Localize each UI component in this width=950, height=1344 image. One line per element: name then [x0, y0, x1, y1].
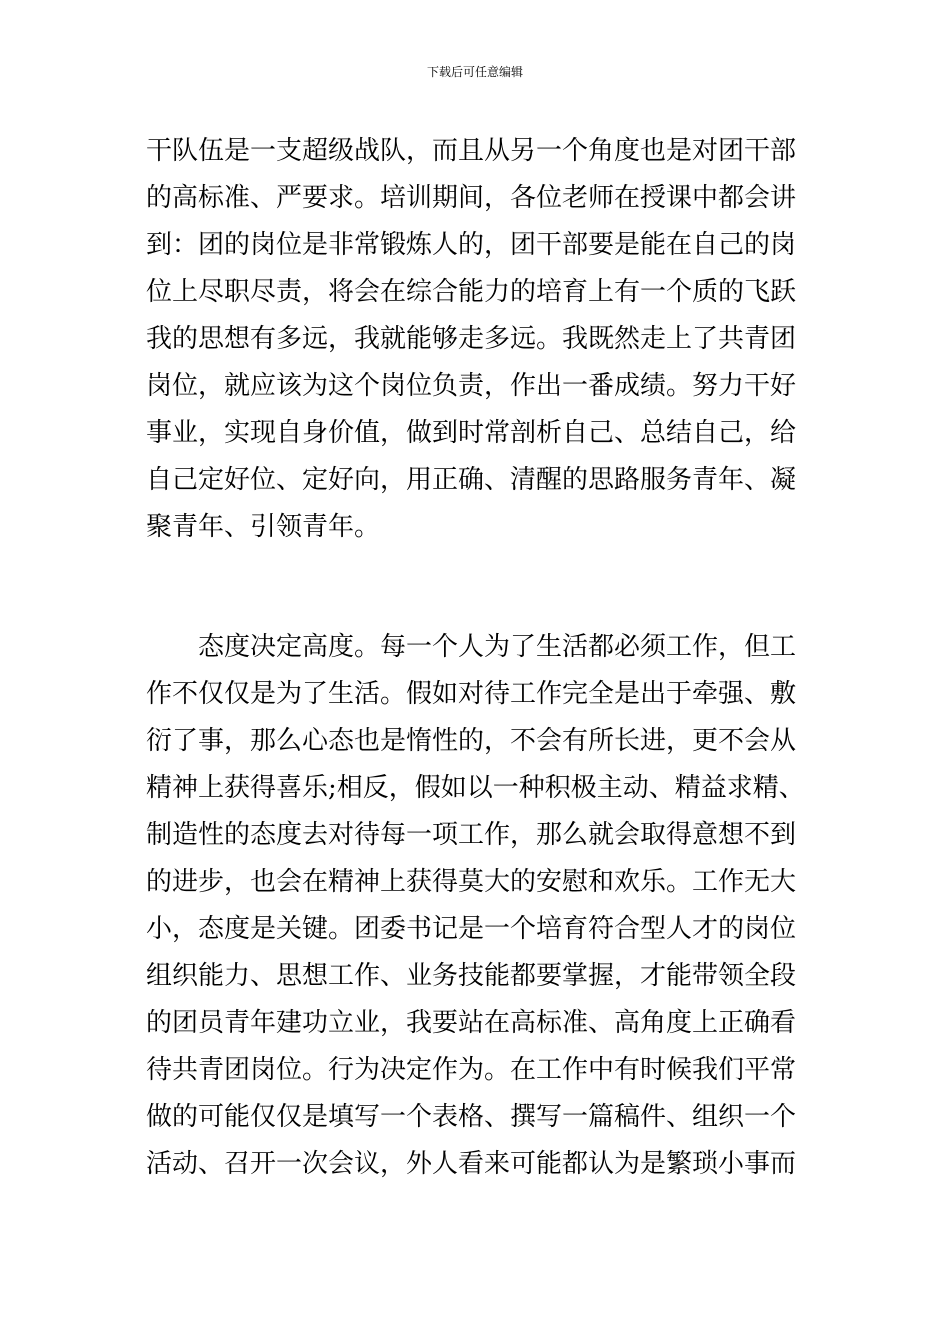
paragraph-1 — [146, 128, 806, 551]
text-line: 岗位，就应该为这个岗位负责，作出一番成绩。努力干好 — [146, 371, 797, 401]
text-line: 活动、召开一次会议，外人看来可能都认为是繁琐小事而 — [146, 1149, 797, 1179]
text-line: 干队伍是一支超级战队，而且从另一个角度也是对团干部 — [146, 136, 797, 166]
text-line: 聚青年、引领青年。 — [146, 512, 381, 542]
text-line: 事业，实现自身价值，做到时常剖析自己、总结自己，给 — [146, 418, 797, 448]
text-line: 做的可能仅仅是填写一个表格、撰写一篇稿件、组织一个 — [146, 1102, 797, 1132]
paragraph-2 — [146, 624, 806, 1188]
text-line: 的进步，也会在精神上获得莫大的安慰和欢乐。工作无大 — [146, 867, 797, 897]
text-line: 制造性的态度去对待每一项工作，那么就会取得意想不到 — [146, 820, 797, 850]
text-line: 精神上获得喜乐;相反，假如以一种积极主动、精益求精、 — [146, 773, 805, 803]
text-line: 小，态度是关键。团委书记是一个培育符合型人才的岗位 — [146, 914, 797, 944]
text-line: 组织能力、思想工作、业务技能都要掌握，才能带领全段 — [146, 961, 797, 991]
text-line: 的高标准、严要求。培训期间，各位老师在授课中都会讲 — [146, 183, 797, 213]
text-line: 的团员青年建功立业，我要站在高标准、高角度上正确看 — [146, 1008, 797, 1038]
text-line: 到：团的岗位是非常锻炼人的，团干部要是能在自己的岗 — [146, 230, 797, 260]
page-header: 下载后可任意编辑 — [426, 65, 523, 79]
text-line: 态度决定高度。每一个人为了生活都必须工作，但工 — [198, 632, 797, 662]
text-line: 位上尽职尽责，将会在综合能力的培育上有一个质的飞跃 — [146, 277, 797, 307]
text-line: 待共青团岗位。行为决定作为。在工作中有时候我们平常 — [146, 1055, 797, 1085]
text-line: 我的思想有多远，我就能够走多远。我既然走上了共青团 — [146, 324, 797, 354]
text-line: 自己定好位、定好向，用正确、清醒的思路服务青年、凝 — [146, 465, 797, 495]
text-line: 作不仅仅是为了生活。假如对待工作完全是出于牵强、敷 — [146, 679, 797, 709]
text-line: 衍了事，那么心态也是惰性的，不会有所长进，更不会从 — [146, 726, 797, 756]
